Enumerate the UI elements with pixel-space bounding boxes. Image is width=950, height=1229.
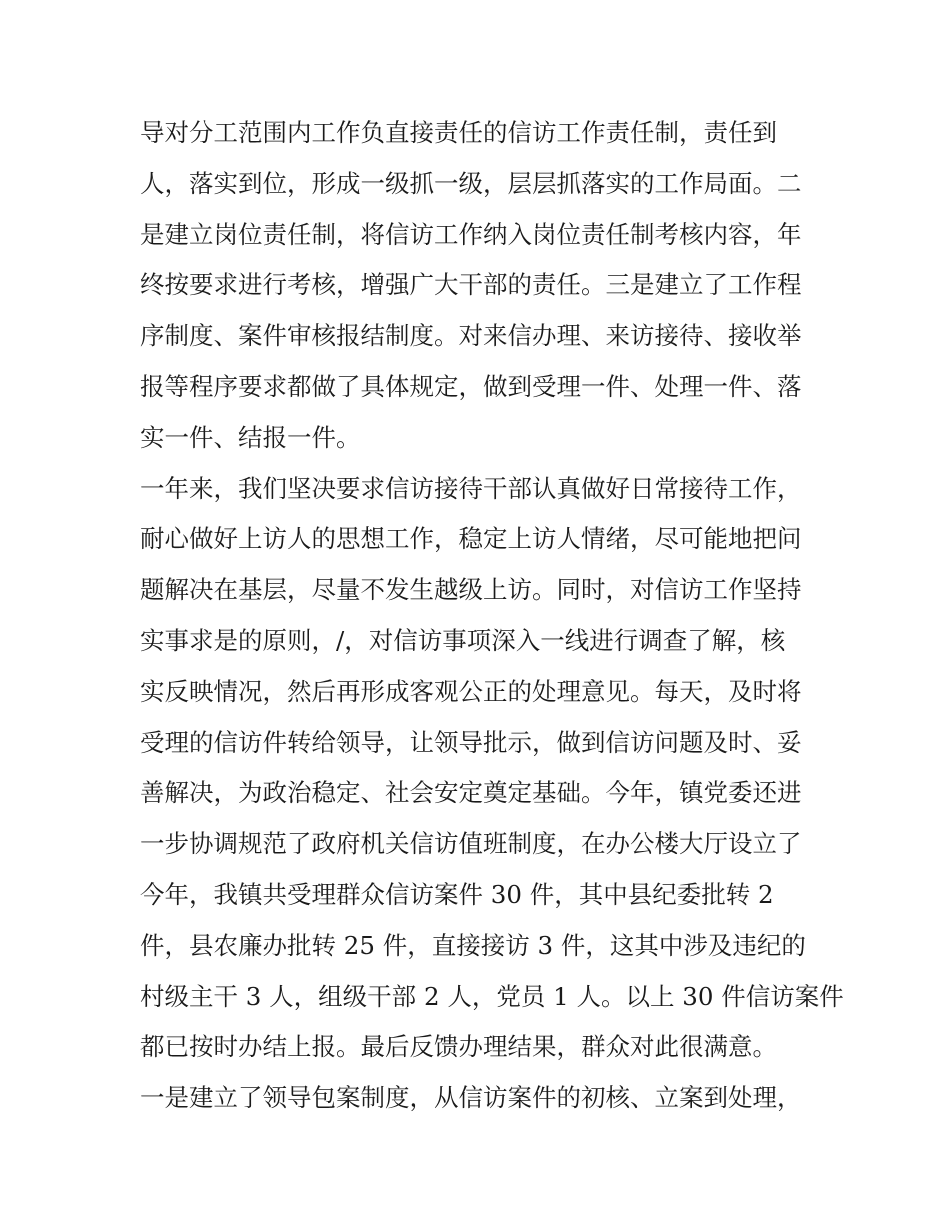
text-line: 村级主干 3 人，组级干部 2 人，党员 1 人。以上 30 件信访案件 [140, 981, 844, 1011]
text-line: 是建立岗位责任制，将信访工作纳入岗位责任制考核内容，年 [140, 219, 802, 249]
text-line: 报等程序要求都做了具体规定，做到受理一件、处理一件、落 [140, 371, 802, 401]
text-line: 实反映情况，然后再形成客观公正的处理意见。每天，及时将 [140, 676, 802, 706]
text-line: 一步协调规范了政府机关信访值班制度，在办公楼大厅设立了 [140, 829, 802, 859]
text-line: 导对分工范围内工作负直接责任的信访工作责任制，责任到 [140, 118, 777, 147]
text-line: 受理的信访件转给领导，让领导批示，做到信访问题及时、妥 [140, 727, 802, 757]
text-line: 件，县农廉办批转 25 件，直接接访 3 件，这其中涉及违纪的 [140, 930, 806, 960]
text-line: 一是建立了领导包案制度，从信访案件的初核、立案到处理， [140, 1083, 802, 1113]
text-line: 耐心做好上访人的思想工作，稳定上访人情绪，尽可能地把问 [140, 524, 802, 554]
text-line: 善解决，为政治稳定、社会安定奠定基础。今年，镇党委还进 [140, 778, 802, 808]
text-line: 今年，我镇共受理群众信访案件 30 件，其中县纪委批转 2 [140, 879, 774, 909]
text-line: 都已按时办结上报。最后反馈办理结果，群众对此很满意。 [140, 1032, 777, 1062]
text-line: 终按要求进行考核，增强广大干部的责任。三是建立了工作程 [140, 270, 802, 300]
document-body [140, 108, 844, 1124]
text-line: 题解决在基层，尽量不发生越级上访。同时，对信访工作坚持 [140, 575, 802, 605]
text-line: 实一件、结报一件。 [140, 422, 361, 452]
text-line: 实事求是的原则，/，对信访事项深入一线进行调查了解，核 [140, 625, 786, 655]
text-line: 序制度、案件审核报结制度。对来信办理、来访接待、接收举 [140, 321, 802, 351]
text-line: 一年来，我们坚决要求信访接待干部认真做好日常接待工作， [140, 473, 802, 503]
text-line: 人，落实到位，形成一级抓一级，层层抓落实的工作局面。二 [140, 168, 802, 198]
